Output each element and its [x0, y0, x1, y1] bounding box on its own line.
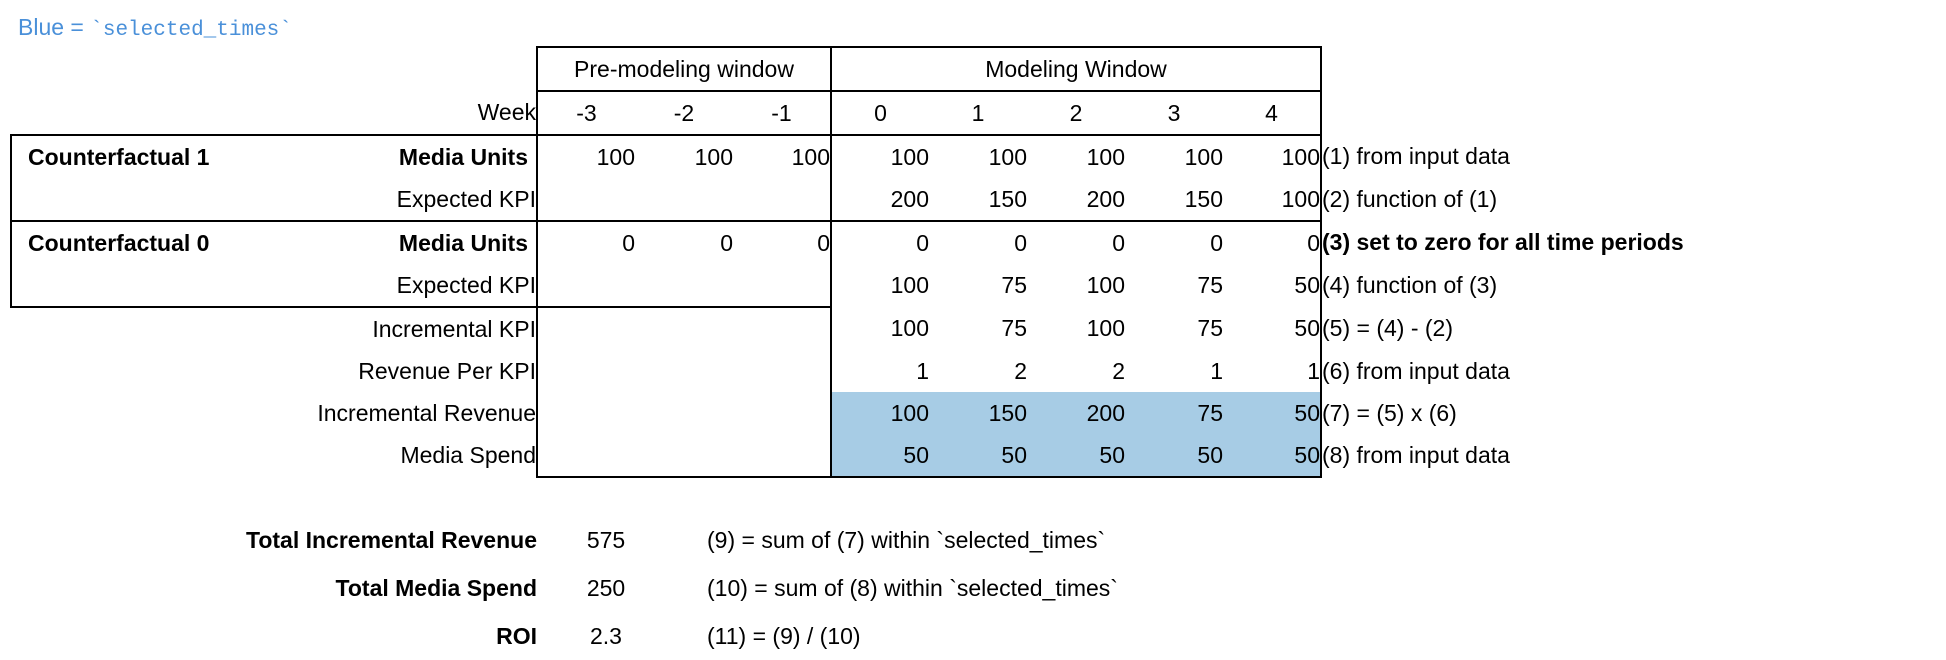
cell-model-selected: 50	[831, 434, 929, 477]
week-header-row	[11, 91, 1741, 135]
row-label-cell	[11, 135, 537, 178]
cell-model: 1	[1210, 357, 1223, 384]
row-note: (1) from input data	[1322, 143, 1510, 169]
cell-model: 100	[1027, 135, 1125, 178]
cell-model-selected: 75	[1125, 392, 1223, 434]
row-label: Incremental Revenue	[317, 399, 536, 426]
cell-pre	[635, 434, 733, 477]
cell-model: 50	[1223, 264, 1321, 307]
cell-model: 150	[988, 185, 1027, 212]
cell-model: 0	[929, 221, 1027, 264]
cell-model-selected: 100	[831, 392, 929, 434]
week-header-0: 0	[831, 91, 929, 135]
cell-model: 150	[1184, 185, 1223, 212]
cell-model: 200	[1086, 185, 1125, 212]
cell-model-selected: 50	[1223, 434, 1321, 477]
legend	[18, 14, 292, 42]
cell-model: 2	[1112, 357, 1125, 384]
cell-model-selected: 50	[1125, 434, 1223, 477]
cell-model: 100	[1086, 272, 1125, 298]
group-header-row	[11, 47, 1741, 91]
cell-pre: 100	[537, 135, 635, 178]
row-group-label: Counterfactual 1	[28, 143, 210, 170]
row-note: (2) function of (1)	[1322, 186, 1498, 212]
summary-value: 250	[586, 574, 626, 601]
row-note: (3) set to zero for all time periods	[1322, 229, 1684, 255]
cell-model: 100	[1125, 135, 1223, 178]
summary-label: Total Media Spend	[335, 574, 537, 601]
cell-pre: 100	[635, 135, 733, 178]
cell-model: 75	[1001, 272, 1027, 298]
header-modeling-window: Modeling Window	[831, 47, 1321, 91]
week-header-3: 3	[1125, 91, 1223, 135]
row-label: Media Units	[398, 143, 528, 170]
week-header-4: 4	[1223, 91, 1321, 135]
week-label: Week	[477, 99, 536, 125]
cell-pre	[733, 307, 831, 350]
summary-row	[10, 564, 1119, 612]
row-note: (8) from input data	[1322, 442, 1510, 468]
week-header-2: 2	[1027, 91, 1125, 135]
header-pre-modeling-window: Pre-modeling window	[537, 47, 831, 91]
summary-note: (9) = sum of (7) within `selected_times`	[707, 526, 1106, 553]
cell-model: 200	[890, 185, 929, 212]
cell-model-selected: 50	[929, 434, 1027, 477]
table-row	[11, 350, 1741, 392]
cell-model: 0	[831, 221, 929, 264]
week-header-pre-3: -3	[537, 91, 635, 135]
summary-row	[10, 612, 1119, 660]
week-header-1: 1	[929, 91, 1027, 135]
summary-note: (11) = (9) / (10)	[707, 622, 861, 649]
group-header-note-spacer	[1321, 47, 1741, 91]
cell-model: 1	[1223, 350, 1321, 392]
summary-label: ROI	[496, 622, 537, 649]
cell-model: 75	[1197, 272, 1223, 298]
cell-pre	[537, 178, 635, 221]
cell-pre	[733, 178, 831, 221]
cell-pre	[635, 392, 733, 434]
cell-pre	[733, 350, 831, 392]
cell-model: 100	[831, 135, 929, 178]
row-label: Expected KPI	[11, 264, 537, 307]
cell-pre: 0	[537, 221, 635, 264]
summary-value: 2.3	[590, 622, 622, 649]
cell-pre: 100	[733, 135, 831, 178]
cell-pre	[537, 434, 635, 477]
week-header-pre-2: -2	[635, 91, 733, 135]
row-label: Incremental KPI	[372, 315, 536, 342]
table-row	[11, 264, 1741, 307]
cell-model: 100	[929, 135, 1027, 178]
week-header-pre-1: -1	[733, 91, 831, 135]
cell-pre	[635, 350, 733, 392]
cell-pre	[733, 392, 831, 434]
row-note: (6) from input data	[1322, 357, 1510, 384]
group-header-spacer	[11, 47, 537, 91]
cell-model-selected: 200	[1027, 392, 1125, 434]
cell-pre	[635, 264, 733, 307]
summary-row	[10, 516, 1119, 564]
row-note: (5) = (4) - (2)	[1322, 315, 1453, 341]
cell-model: 0	[1027, 221, 1125, 264]
cell-model-selected: 50	[1223, 392, 1321, 434]
cell-pre	[733, 264, 831, 307]
cell-model: 100	[890, 315, 929, 341]
cell-model-selected: 150	[929, 392, 1027, 434]
cell-pre: 0	[733, 221, 831, 264]
legend-code: `selected_times`	[90, 19, 292, 42]
table-row	[11, 135, 1741, 178]
cell-pre: 0	[635, 221, 733, 264]
row-label: Expected KPI	[11, 178, 537, 221]
row-label: Media Spend	[400, 442, 536, 468]
row-note: (4) function of (3)	[1322, 272, 1498, 298]
row-group-label: Counterfactual 0	[28, 229, 210, 256]
row-label-cell	[11, 221, 537, 264]
summary-value: 575	[586, 526, 626, 553]
cell-model: 0	[1125, 221, 1223, 264]
cell-pre	[733, 434, 831, 477]
table-row	[11, 221, 1741, 264]
cell-model: 100	[1086, 315, 1125, 341]
cell-model: 1	[916, 357, 929, 384]
cell-model: 50	[1223, 307, 1321, 350]
cell-model: 100	[1223, 178, 1321, 221]
table-row	[11, 178, 1741, 221]
cell-pre	[537, 392, 635, 434]
cell-pre	[537, 350, 635, 392]
summary-label: Total Incremental Revenue	[246, 526, 537, 553]
cell-model-selected: 50	[1027, 434, 1125, 477]
cell-model: 100	[890, 272, 929, 298]
cell-model: 0	[1223, 221, 1321, 264]
cell-pre	[635, 178, 733, 221]
row-label: Media Units	[398, 229, 528, 256]
legend-prefix: Blue =	[18, 14, 91, 40]
cell-model: 100	[1223, 135, 1321, 178]
summary-note: (10) = sum of (8) within `selected_times`	[707, 574, 1118, 601]
roi-table-container	[10, 46, 1742, 478]
cell-pre	[537, 264, 635, 307]
cell-model: 75	[1001, 315, 1027, 341]
table-row	[11, 307, 1741, 350]
cell-model: 2	[1014, 357, 1027, 384]
table-row	[11, 434, 1741, 477]
roi-matrix	[10, 46, 1742, 478]
row-label: Revenue Per KPI	[358, 357, 536, 384]
table-row	[11, 392, 1741, 434]
cell-pre	[537, 307, 635, 350]
cell-pre	[635, 307, 733, 350]
row-note: (7) = (5) x (6)	[1322, 399, 1457, 426]
summary-table	[10, 516, 1119, 660]
week-header-note-spacer	[1321, 91, 1741, 135]
cell-model: 75	[1197, 315, 1223, 341]
